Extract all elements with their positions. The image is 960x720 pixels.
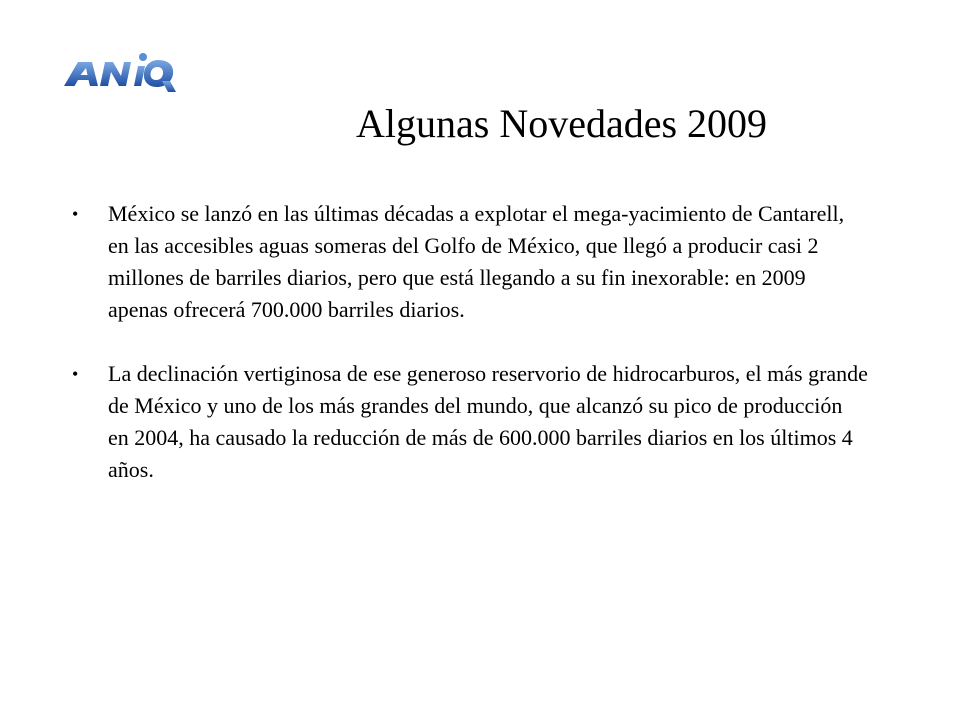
- bullet-item: [72, 358, 892, 486]
- aniq-logo: [62, 48, 190, 98]
- slide-title: Algunas Novedades 2009: [356, 101, 768, 146]
- bullet-marker: •: [72, 204, 79, 224]
- bullet-text: La declinación vertiginosa de ese generoso reservorio de hidrocarburos, el más grande de México y uno de los más grandes del mundo, que alcanzó su pico de producción en 2004, ha causado la reducción de más de 600.000 barriles diarios en los últimos 4 años.: [108, 361, 868, 482]
- aniq-logo-icon: [62, 48, 190, 98]
- bullet-item: [72, 198, 892, 326]
- bullet-list: [72, 198, 892, 518]
- bullet-text: México se lanzó en las últimas décadas a explotar el mega-yacimiento de Cantarell, en las accesibles aguas someras del Golfo de México, que llegó a producir casi 2 millones de barriles diarios, pero que está llegando a su fin inexorable: en 2009 apenas ofrecerá 700.000 barriles diarios.: [108, 201, 845, 322]
- bullet-marker: •: [72, 364, 79, 384]
